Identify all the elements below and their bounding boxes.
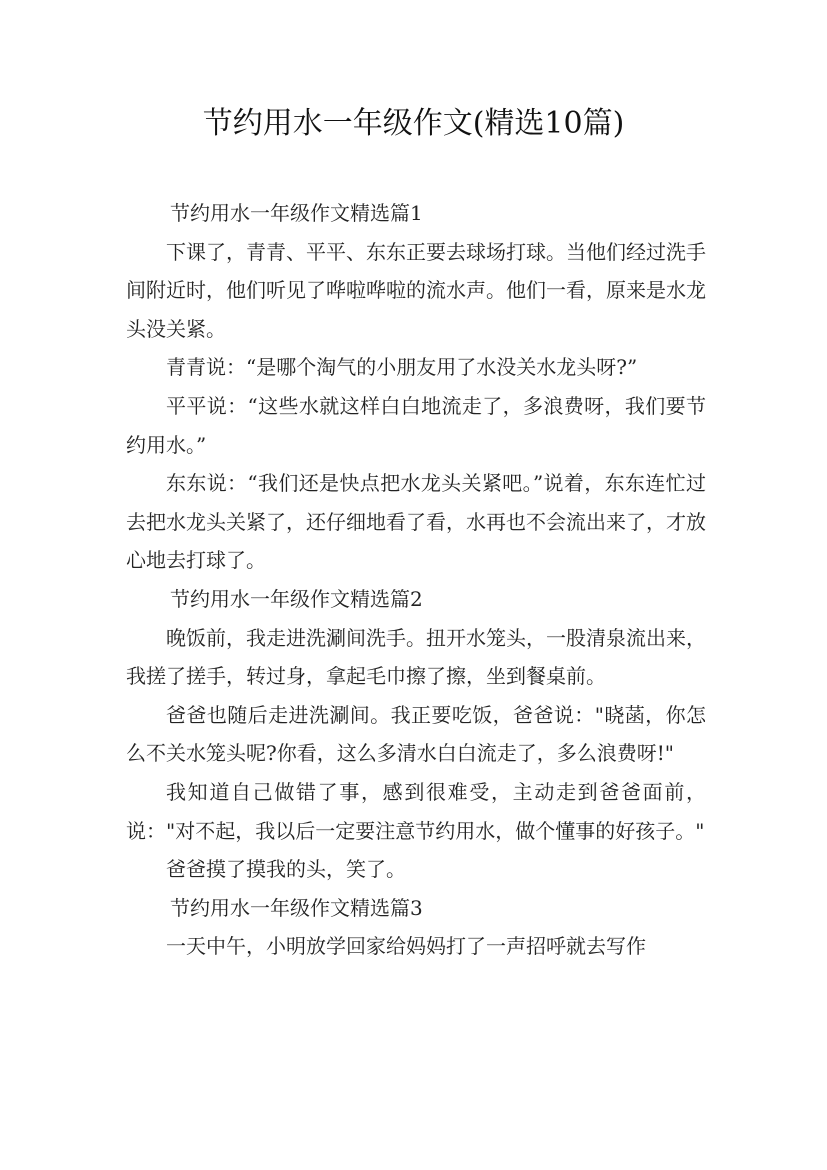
- section-heading-2: 节约用水一年级作文精选篇2: [170, 586, 423, 611]
- paragraph: 我知道自己做错了事，感到很难受，主动走到爸爸面前，说："对不起，我以后一定要注意节约用水，做个懂事的好孩子。": [126, 779, 706, 843]
- section-heading-1: 节约用水一年级作文精选篇1: [170, 201, 423, 225]
- paragraph: 东东说：“我们还是快点把水龙头关紧吧。”说着，东东连忙过去把水龙头关紧了，还仔细地看了看，水再也不会流出来了，才放心地去打球了。: [126, 471, 706, 573]
- paragraph: 下课了，青青、平平、东东正要去球场打球。当他们经过洗手间附近时，他们听见了哗啦哗啦的流水声。他们一看，原来是水龙头没关紧。: [126, 239, 706, 341]
- paragraph: 晚饭前，我走进洗涮间洗手。扭开水笼头，一股清泉流出来，我搓了搓手，转过身，拿起毛巾擦了擦，坐到餐桌前。: [126, 625, 706, 689]
- section-heading-3: 节约用水一年级作文精选篇3: [170, 895, 423, 920]
- document-body: [126, 194, 706, 966]
- paragraph: 平平说：“这些水就这样白白地流走了，多浪费呀，我们要节约用水。”: [126, 393, 706, 457]
- paragraph: 爸爸也随后走进洗涮间。我正要吃饭，爸爸说："晓菡，你怎么不关水笼头呢?你看，这么多清水白白流走了，多么浪费呀!": [126, 702, 706, 766]
- paragraph: 爸爸摸了摸我的头，笑了。: [166, 857, 406, 882]
- paragraph: 一天中午，小明放学回家给妈妈打了一声招呼就去写作: [166, 934, 646, 959]
- paragraph: 青青说：“是哪个淘气的小朋友用了水没关水龙头呀?”: [166, 355, 638, 380]
- document-title: 节约用水一年级作文(精选10篇): [202, 106, 625, 141]
